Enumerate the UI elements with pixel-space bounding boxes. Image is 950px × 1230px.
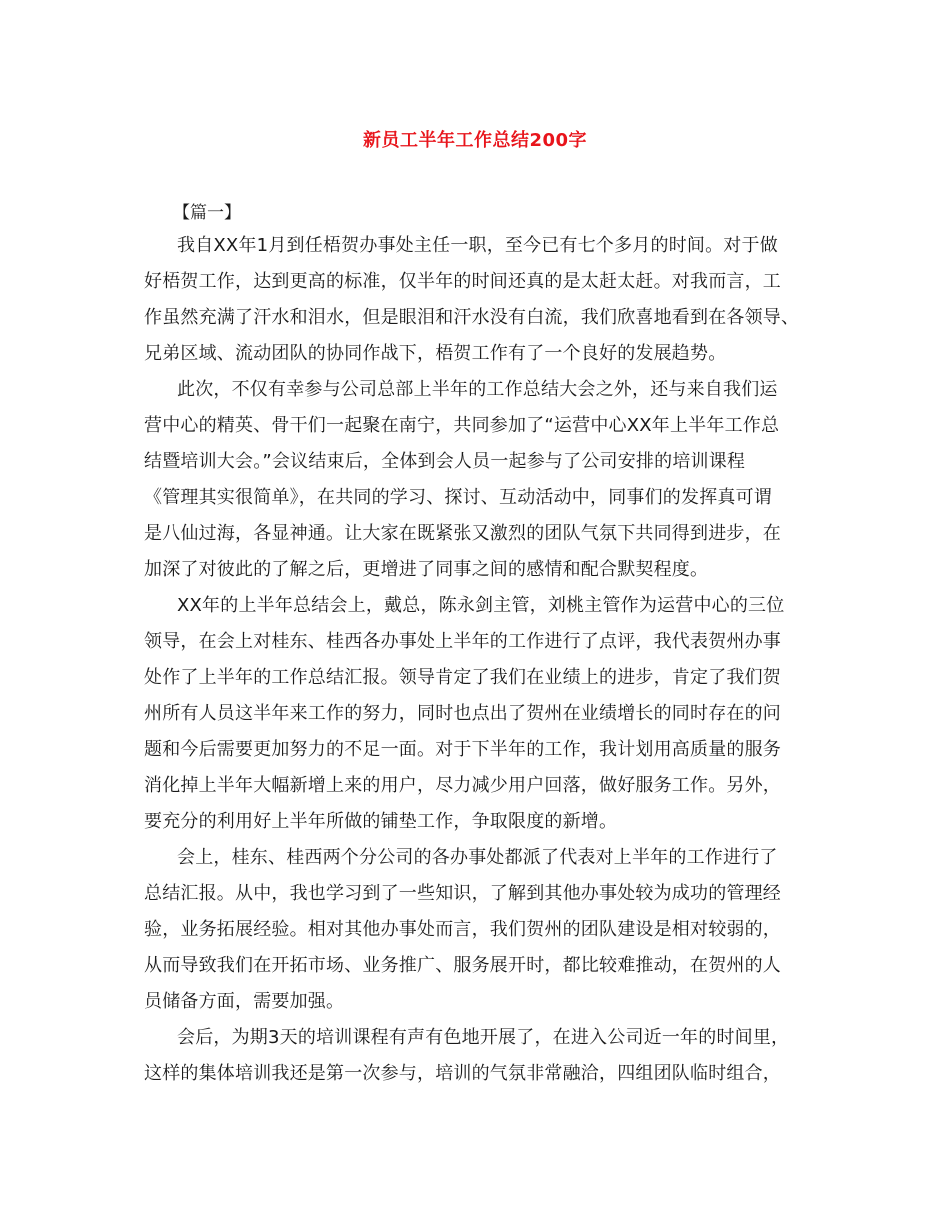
paragraph-line: 从而导致我们在开拓市场、业务推广、服务展开时，都比较难推动，在贺州的人 [144, 955, 781, 976]
paragraph-line: 加深了对彼此的了解之后，更增进了同事之间的感情和配合默契程度。 [144, 559, 709, 580]
paragraph-line: 处作了上半年的工作总结汇报。领导肯定了我们在业绩上的进步，肯定了我们贺 [144, 667, 781, 688]
paragraph-line: 作虽然充满了汗水和泪水，但是眼泪和汗水没有白流，我们欣喜地看到在各领导、 [144, 307, 800, 328]
paragraph-line: 是八仙过海，各显神通。让大家在既紧张又激烈的团队气氛下共同得到进步，在 [144, 523, 781, 544]
paragraph-line: 总结汇报。从中，我也学习到了一些知识，了解到其他办事处较为成功的管理经 [144, 883, 781, 904]
paragraph-line: 会上，桂东、桂西两个分公司的各办事处都派了代表对上半年的工作进行了 [177, 847, 778, 868]
paragraph-line: 此次，不仅有幸参与公司总部上半年的工作总结大会之外，还与来自我们运 [177, 379, 778, 400]
paragraph-line: 营中心的精英、骨干们一起聚在南宁，共同参加了“运营中心XX年上半年工作总 [144, 415, 780, 436]
document-title: 新员工半年工作总结200字 [362, 130, 588, 151]
paragraph-line: 员储备方面，需要加强。 [144, 991, 345, 1012]
paragraph-line: 验，业务拓展经验。相对其他办事处而言，我们贺州的团队建设是相对较弱的， [144, 919, 781, 940]
paragraph-line: 结暨培训大会。”会议结束后，全体到会人员一起参与了公司安排的培训课程 [144, 451, 746, 472]
paragraph-line: XX年的上半年总结会上，戴总，陈永剑主管，刘桃主管作为运营中心的三位 [177, 595, 785, 616]
paragraph-line: 要充分的利用好上半年所做的铺垫工作，争取限度的新增。 [144, 811, 618, 832]
section-heading: 【篇一】 [173, 203, 241, 223]
paragraph-line: 领导，在会上对桂东、桂西各办事处上半年的工作进行了点评，我代表贺州办事 [144, 631, 781, 652]
document-body [144, 228, 812, 1092]
paragraph-line: 《管理其实很简单》，在共同的学习、探讨、互动活动中，同事们的发挥真可谓 [144, 487, 772, 508]
paragraph-line: 会后，为期3天的培训课程有声有色地开展了，在进入公司近一年的时间里， [177, 1027, 790, 1048]
paragraph-line: 好梧贺工作，达到更高的标准，仅半年的时间还真的是太赶太赶。对我而言，工 [144, 271, 781, 292]
paragraph-line: 州所有人员这半年来工作的努力，同时也点出了贺州在业绩增长的同时存在的问 [144, 703, 781, 724]
paragraph-line: 这样的集体培训我还是第一次参与，培训的气氛非常融洽，四组团队临时组合， [144, 1063, 781, 1084]
paragraph-line: 消化掉上半年大幅新增上来的用户，尽力减少用户回落，做好服务工作。另外， [144, 775, 781, 796]
paragraph-line: 我自XX年1月到任梧贺办事处主任一职，至今已有七个多月的时间。对于做 [177, 235, 778, 256]
paragraph-line: 兄弟区域、流动团队的协同作战下，梧贺工作有了一个良好的发展趋势。 [144, 343, 727, 364]
paragraph-line: 题和今后需要更加努力的不足一面。对于下半年的工作，我计划用高质量的服务 [144, 739, 781, 760]
